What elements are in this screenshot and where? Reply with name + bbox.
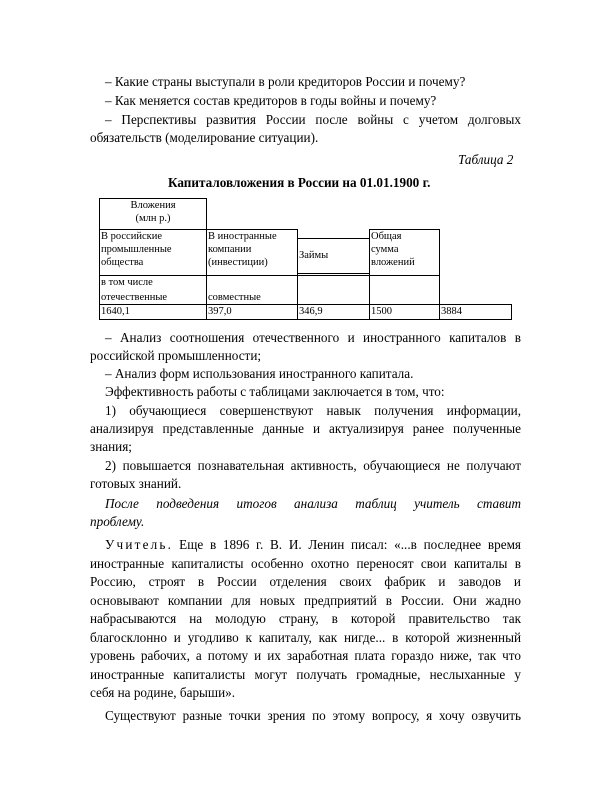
after-line-2: проблему. xyxy=(90,514,145,529)
teacher-line-8: иностранные капиталисты могут получать громадные, неслыханные у xyxy=(90,667,521,682)
analysis-line-4: Эффективность работы с таблицами заключается в том, что: xyxy=(105,384,445,399)
teacher-line-9: себя на родине, барыши». xyxy=(90,685,236,700)
col1-line3: общества xyxy=(101,257,144,268)
sub1-line1: в том числе xyxy=(101,277,153,288)
teacher-line-2: иностранные капиталисты особенно охотно переносят свои капиталы в xyxy=(90,556,521,571)
analysis-line-2: российской промышленности; xyxy=(90,348,262,363)
teacher-line-3: Россию, строят в России отделения своих фабрик и заводов и xyxy=(90,574,521,589)
teacher-line-6: благосклонно и угодливо к капиталу, как нигде... в которой жизненный xyxy=(90,630,521,645)
question-3-cont: обязательств (моделирование ситуации). xyxy=(90,130,319,145)
col2-line1: В иностранные xyxy=(208,231,277,242)
teacher-line-5: набрасываются на молодую страну, в которой правительство так xyxy=(90,611,521,626)
col4-line1: Общая xyxy=(371,231,402,242)
table-header-col3: Займы xyxy=(297,238,370,274)
col1-line2: промышленные xyxy=(101,244,172,255)
final-line: Существуют разные точки зрения по этому вопросу, я хочу озвучить xyxy=(105,708,521,723)
sub1-line2: отечественные xyxy=(101,292,168,303)
table-sub-domestic xyxy=(99,275,207,305)
col4-line2: сумма xyxy=(371,244,399,255)
analysis-line-8: 2) повышается познавательная активность, обучающиеся не получают xyxy=(105,458,521,473)
header-investments-line2: (млн р.) xyxy=(135,213,171,224)
analysis-line-5: 1) обучающиеся совершенствуют навык получения информации, xyxy=(105,403,521,418)
table-sub-empty-2 xyxy=(369,275,440,305)
table-value-1: 1640,1 xyxy=(99,304,207,320)
table-title: Капиталовложения в России на 01.01.1900 г. xyxy=(168,175,431,190)
analysis-line-7: знания; xyxy=(90,439,132,454)
teacher-line-7: уровень рабочих, а потому и их заработная плата гораздо ниже, так что xyxy=(90,648,521,663)
table-sub-joint: совместные xyxy=(206,275,298,305)
question-1: – Какие страны выступали в роли кредиторов России и почему? xyxy=(105,74,466,89)
table-value-2: 397,0 xyxy=(206,304,298,320)
col2-line3: (инвестиции) xyxy=(208,257,268,268)
table-value-4: 1500 xyxy=(369,304,440,320)
analysis-line-9: готовых знаний. xyxy=(90,476,182,491)
teacher-line-1-text: Еще в 1896 г. В. И. Ленин писал: «...в последнее время xyxy=(179,537,521,552)
teacher-label: Учитель. xyxy=(105,537,174,552)
teacher-line-4: основывают компании для новых предприятий в России. Они жадно xyxy=(90,593,521,608)
table-header-col1 xyxy=(99,229,207,276)
table-header-col2 xyxy=(206,229,298,276)
col2-line2: компании xyxy=(208,244,252,255)
table-value-3: 346,9 xyxy=(297,304,370,320)
col4-line3: вложений xyxy=(371,257,415,268)
analysis-line-6: анализируя представленные данные и актуализируя ранее полученные xyxy=(90,421,521,436)
header-investments-line1: Вложения xyxy=(130,200,176,211)
table-header-col4 xyxy=(369,229,440,276)
table-header-investments xyxy=(99,198,207,230)
teacher-line-1 xyxy=(105,537,521,553)
table-sub-empty-1 xyxy=(297,275,370,305)
analysis-line-1: – Анализ соотношения отечественного и иностранного капиталов в xyxy=(105,330,521,345)
question-2: – Как меняется состав кредиторов в годы войны и почему? xyxy=(105,93,437,108)
after-line-1: После подведения итогов анализа таблиц учитель ставит xyxy=(105,496,521,511)
table-value-5: 3884 xyxy=(439,304,512,320)
analysis-line-3: – Анализ форм использования иностранного капитала. xyxy=(105,366,414,381)
question-3: – Перспективы развития России после войны с учетом долговых xyxy=(105,112,521,127)
table-label: Таблица 2 xyxy=(458,152,514,167)
col1-line1: В российские xyxy=(101,231,162,242)
